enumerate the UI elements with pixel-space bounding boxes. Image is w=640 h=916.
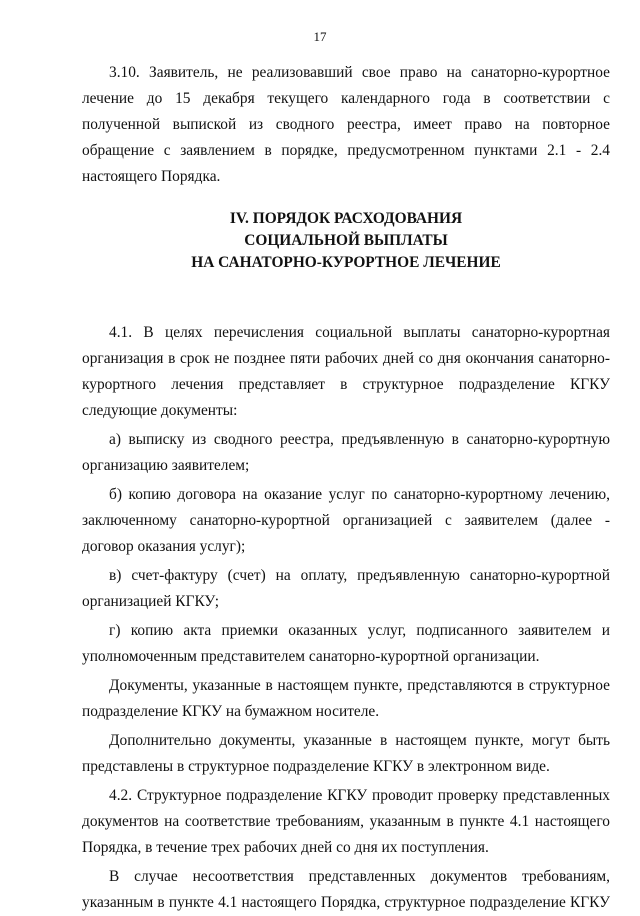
list-item-g: г) копию акта приемки оказанных услуг, подписанного заявителем и уполномоченным представителем санаторно-курортной организации. [82, 622, 610, 665]
paragraph-noncompliance: В случае несоответствия представленных документов требованиям, указанным в пункте 4.1 настоящего Порядка, структурное подразделение КГКУ [82, 868, 610, 911]
section-heading-line-2: СОЦИАЛЬНОЙ ВЫПЛАТЫ [244, 232, 448, 249]
paragraph-paper-documents: Документы, указанные в настоящем пункте, представляются в структурное подразделение КГКУ на бумажном носителе. [82, 677, 610, 720]
section-heading-line-3: НА САНАТОРНО-КУРОРТНОЕ ЛЕЧЕНИЕ [191, 254, 501, 271]
paragraph-4-1: 4.1. В целях перечисления социальной выплаты санаторно-курортная организация в срок не позднее пяти рабочих дней со дня окончания санаторно-курортного лечения представляет в структурное подразделение КГКУ следующие документы: [82, 324, 610, 419]
list-item-b: б) копию договора на оказание услуг по санаторно-курортному лечению, заключенному санаторно-курортной организацией с заявителем (далее - договор оказания услуг); [82, 486, 610, 555]
list-item-a: а) выписку из сводного реестра, предъявленную в санаторно-курортную организацию заявителем; [82, 431, 610, 474]
section-heading [82, 208, 610, 274]
paragraph-3-10: 3.10. Заявитель, не реализовавший свое право на санаторно-курортное лечение до 15 декабря текущего календарного года в соответствии с полученной выпиской из сводного реестра, имеет право на повторное обращение с заявлением в порядке, предусмотренном пунктами 2.1 - 2.4 настоящего Порядка. [82, 64, 610, 185]
paragraph-electronic-documents: Дополнительно документы, указанные в настоящем пункте, могут быть представлены в структурное подразделение КГКУ в электронном виде. [82, 732, 610, 775]
paragraph-4-2: 4.2. Структурное подразделение КГКУ проводит проверку представленных документов на соответствие требованиям, указанным в пункте 4.1 настоящего Порядка, в течение трех рабочих дней со дня их поступления. [82, 787, 610, 856]
page-number: 17 [313, 29, 327, 44]
list-item-v: в) счет-фактуру (счет) на оплату, предъявленную санаторно-курортной организацией КГКУ; [82, 567, 610, 610]
section-heading-line-1: IV. ПОРЯДОК РАСХОДОВАНИЯ [229, 210, 463, 227]
document-body [82, 60, 610, 916]
